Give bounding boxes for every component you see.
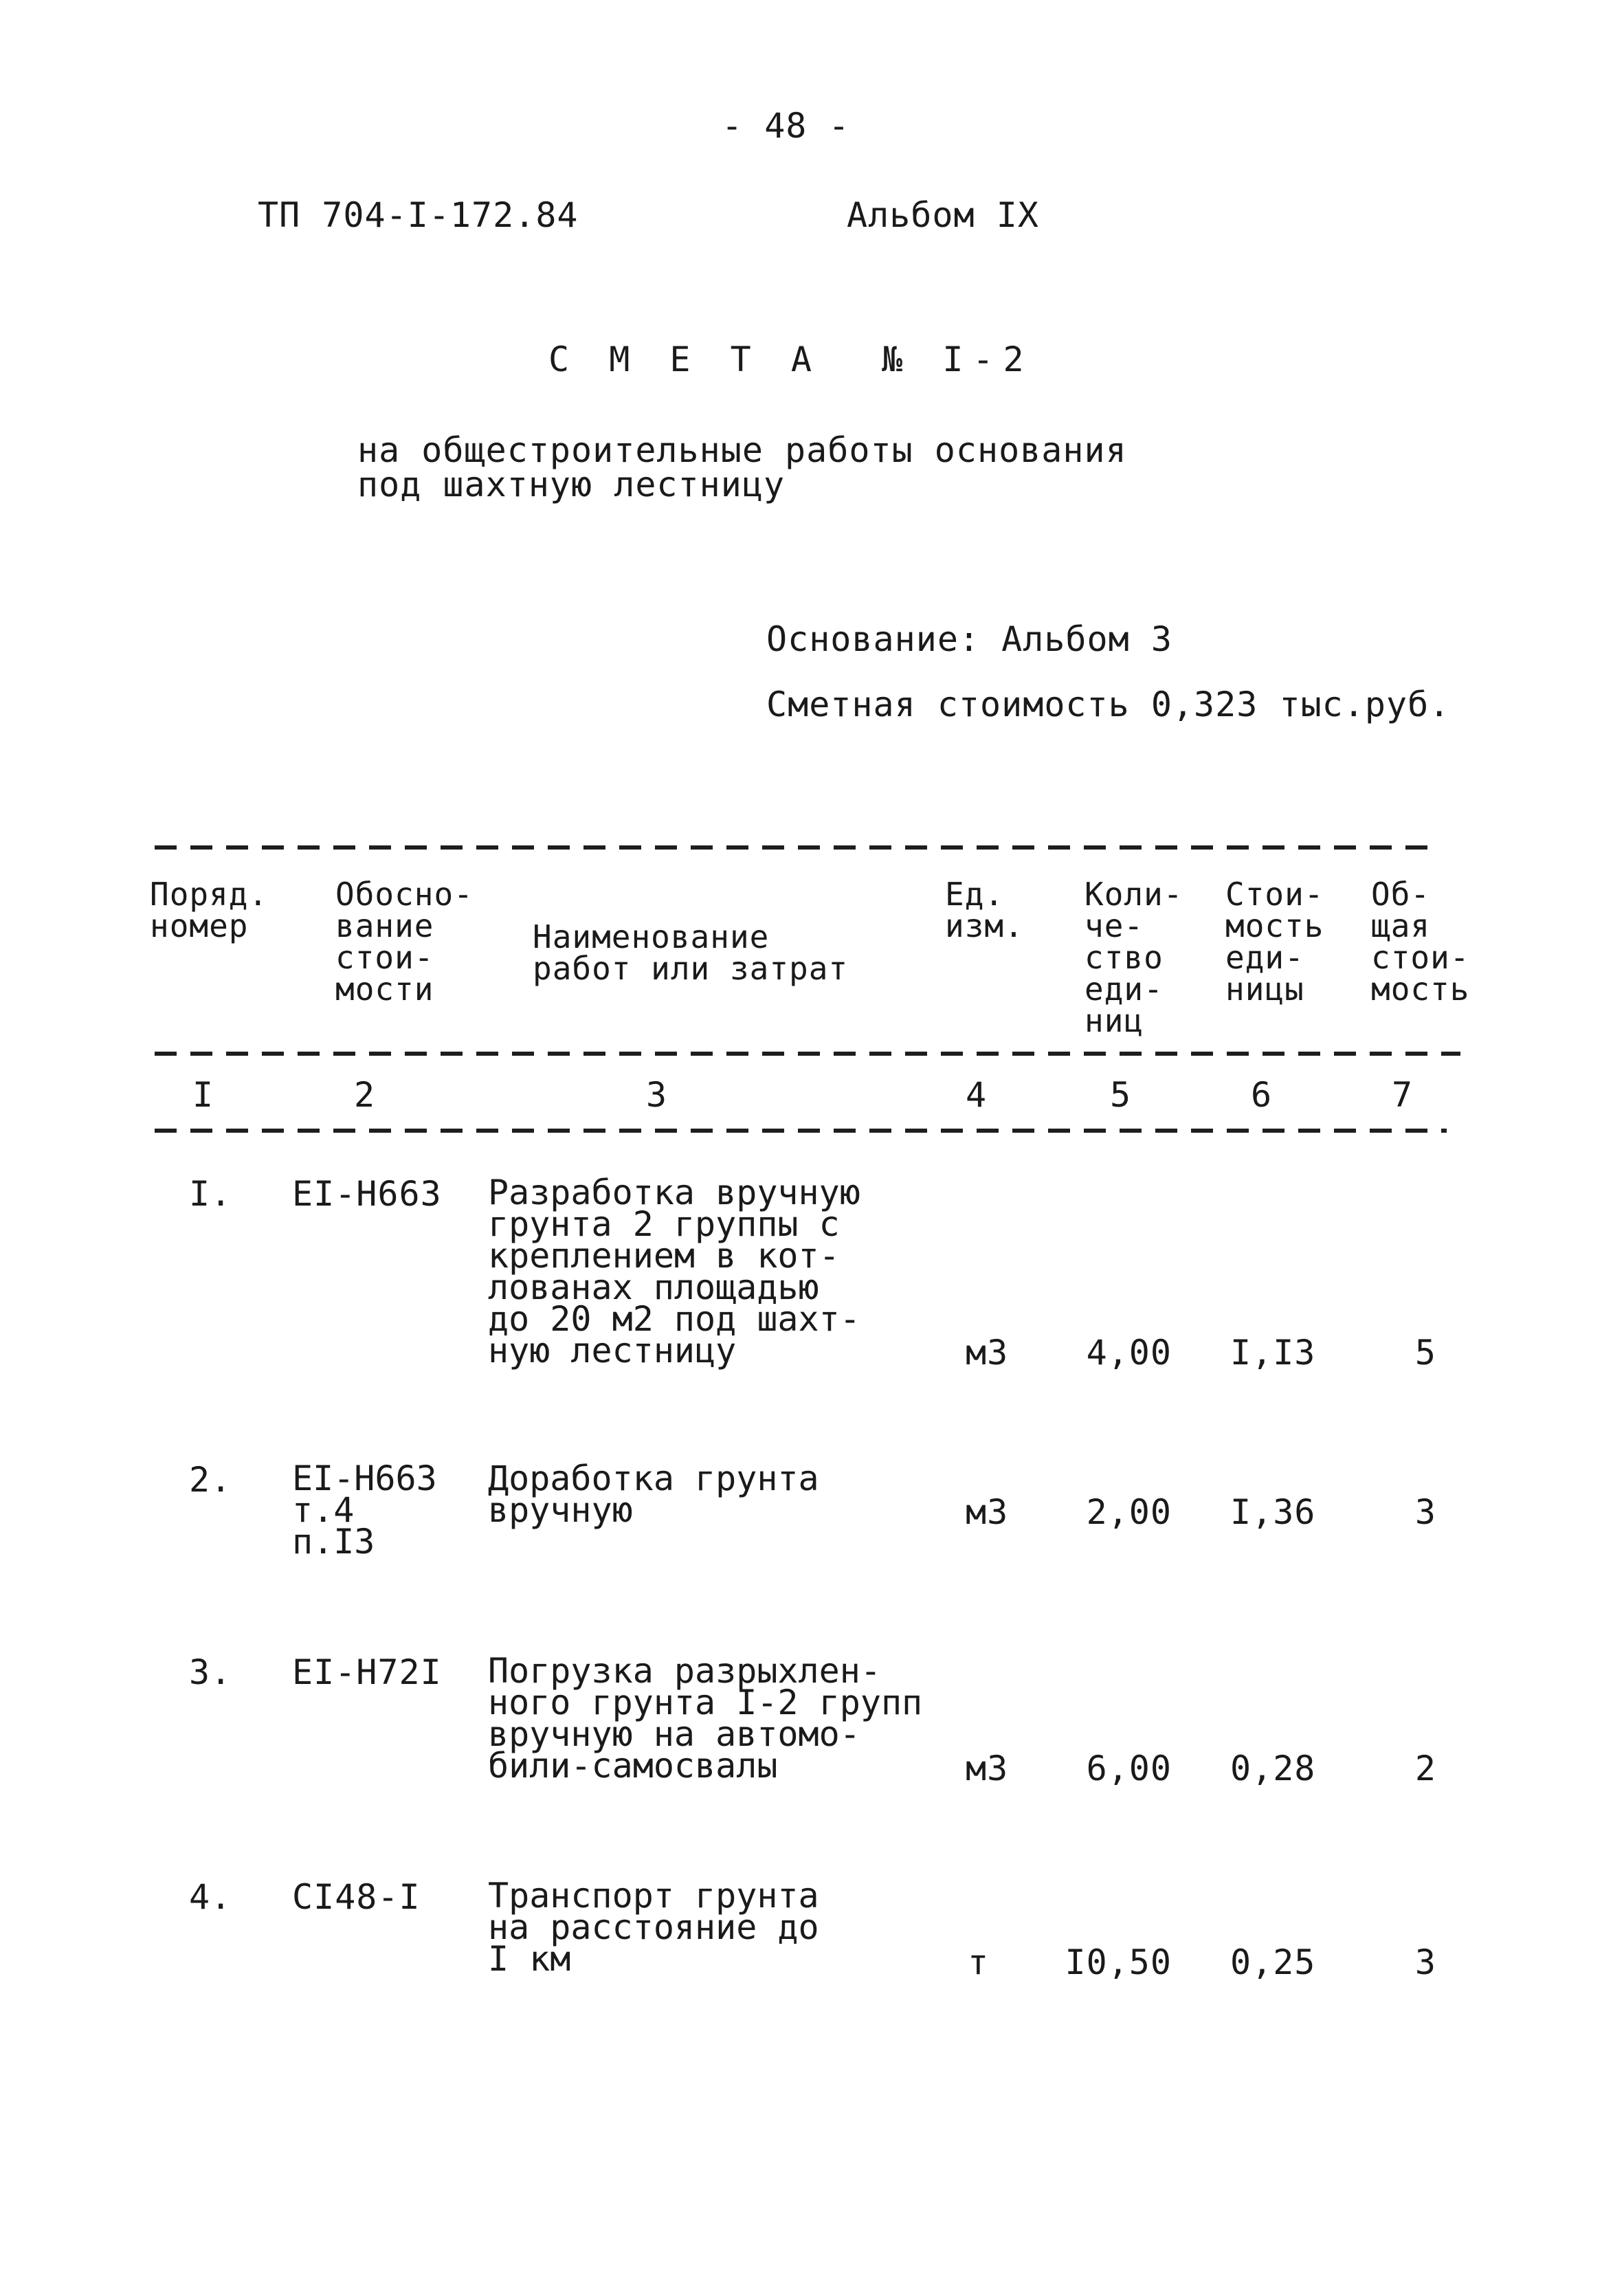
column-number-6: 6 xyxy=(1250,1075,1272,1115)
column-header-quantity: Коли- че- ство еди- ниц xyxy=(1084,876,1183,1039)
header-bottom-rule xyxy=(155,1052,1460,1056)
row-cost-basis: EI-Н663 т.4 п.I3 xyxy=(292,1459,437,1562)
row-unit-cost: 0,28 xyxy=(1230,1749,1316,1788)
column-header-cost-basis: Обосно- вание стои- мости xyxy=(335,876,474,1008)
column-header-unit-cost: Стои- мость еди- ницы xyxy=(1225,876,1324,1008)
row-unit: м3 xyxy=(966,1333,1009,1373)
table-top-rule xyxy=(155,845,1433,850)
column-number-3: 3 xyxy=(645,1075,667,1115)
document-subtitle: на общестроительные работы основания под шахтную лестницу xyxy=(357,430,1127,505)
row-unit: м3 xyxy=(966,1492,1009,1532)
column-header-unit: Ед. изм. xyxy=(945,876,1024,944)
column-number-5: 5 xyxy=(1109,1075,1131,1115)
row-quantity: 4,00 xyxy=(1086,1333,1172,1373)
column-number-7: 7 xyxy=(1391,1075,1413,1115)
estimated-cost: Сметная стоимость 0,323 тыс.руб. xyxy=(766,685,1451,724)
row-cost-basis: EI-Н72I xyxy=(292,1652,442,1692)
row-unit: м3 xyxy=(966,1749,1009,1788)
row-total-cost: 3 xyxy=(1414,1942,1436,1982)
row-number: 2. xyxy=(189,1460,232,1500)
row-number: 4. xyxy=(189,1877,232,1917)
row-quantity: 6,00 xyxy=(1086,1749,1172,1788)
row-total-cost: 3 xyxy=(1414,1492,1436,1532)
row-quantity: I0,50 xyxy=(1065,1942,1172,1982)
page-number: - 48 - xyxy=(722,106,850,146)
column-number-2: 2 xyxy=(353,1075,375,1115)
row-work-name: Погрузка разрыхлен- ного грунта I-2 групп вручную на автомо- били-самосвалы xyxy=(488,1651,923,1786)
column-header-order-number: Поряд. номер xyxy=(150,876,269,944)
numbers-bottom-rule xyxy=(155,1129,1447,1133)
row-unit-cost: 0,25 xyxy=(1230,1942,1316,1982)
row-total-cost: 2 xyxy=(1414,1749,1436,1788)
album-label: Альбом IX xyxy=(847,195,1039,235)
row-work-name: Транспорт грунта на расстояние до I км xyxy=(488,1876,819,1979)
row-cost-basis: EI-Н663 xyxy=(292,1174,442,1214)
column-number-4: 4 xyxy=(965,1075,987,1115)
basis-reference: Основание: Альбом 3 xyxy=(766,619,1172,659)
column-header-total-cost: Об- щая стои- мость xyxy=(1371,876,1470,1008)
row-quantity: 2,00 xyxy=(1086,1492,1172,1532)
row-unit-cost: I,36 xyxy=(1230,1492,1316,1532)
document-title: С М Е Т А № I-2 xyxy=(548,340,1034,379)
row-work-name: Разработка вручную грунта 2 группы с креплением в кот- лованах площадью до 20 м2 под шахт- ную лестницу xyxy=(488,1173,860,1371)
row-number: 3. xyxy=(189,1652,232,1692)
document-code: ТП 704-I-172.84 xyxy=(258,195,579,235)
row-work-name: Доработка грунта вручную xyxy=(488,1459,819,1530)
column-header-work-name: Наименование работ или затрат xyxy=(533,918,849,987)
column-number-1: I xyxy=(192,1075,214,1115)
row-unit: т xyxy=(968,1942,990,1982)
row-cost-basis: CI48-I xyxy=(292,1877,421,1917)
row-number: I. xyxy=(189,1174,232,1214)
row-total-cost: 5 xyxy=(1414,1333,1436,1373)
row-unit-cost: I,I3 xyxy=(1230,1333,1316,1373)
